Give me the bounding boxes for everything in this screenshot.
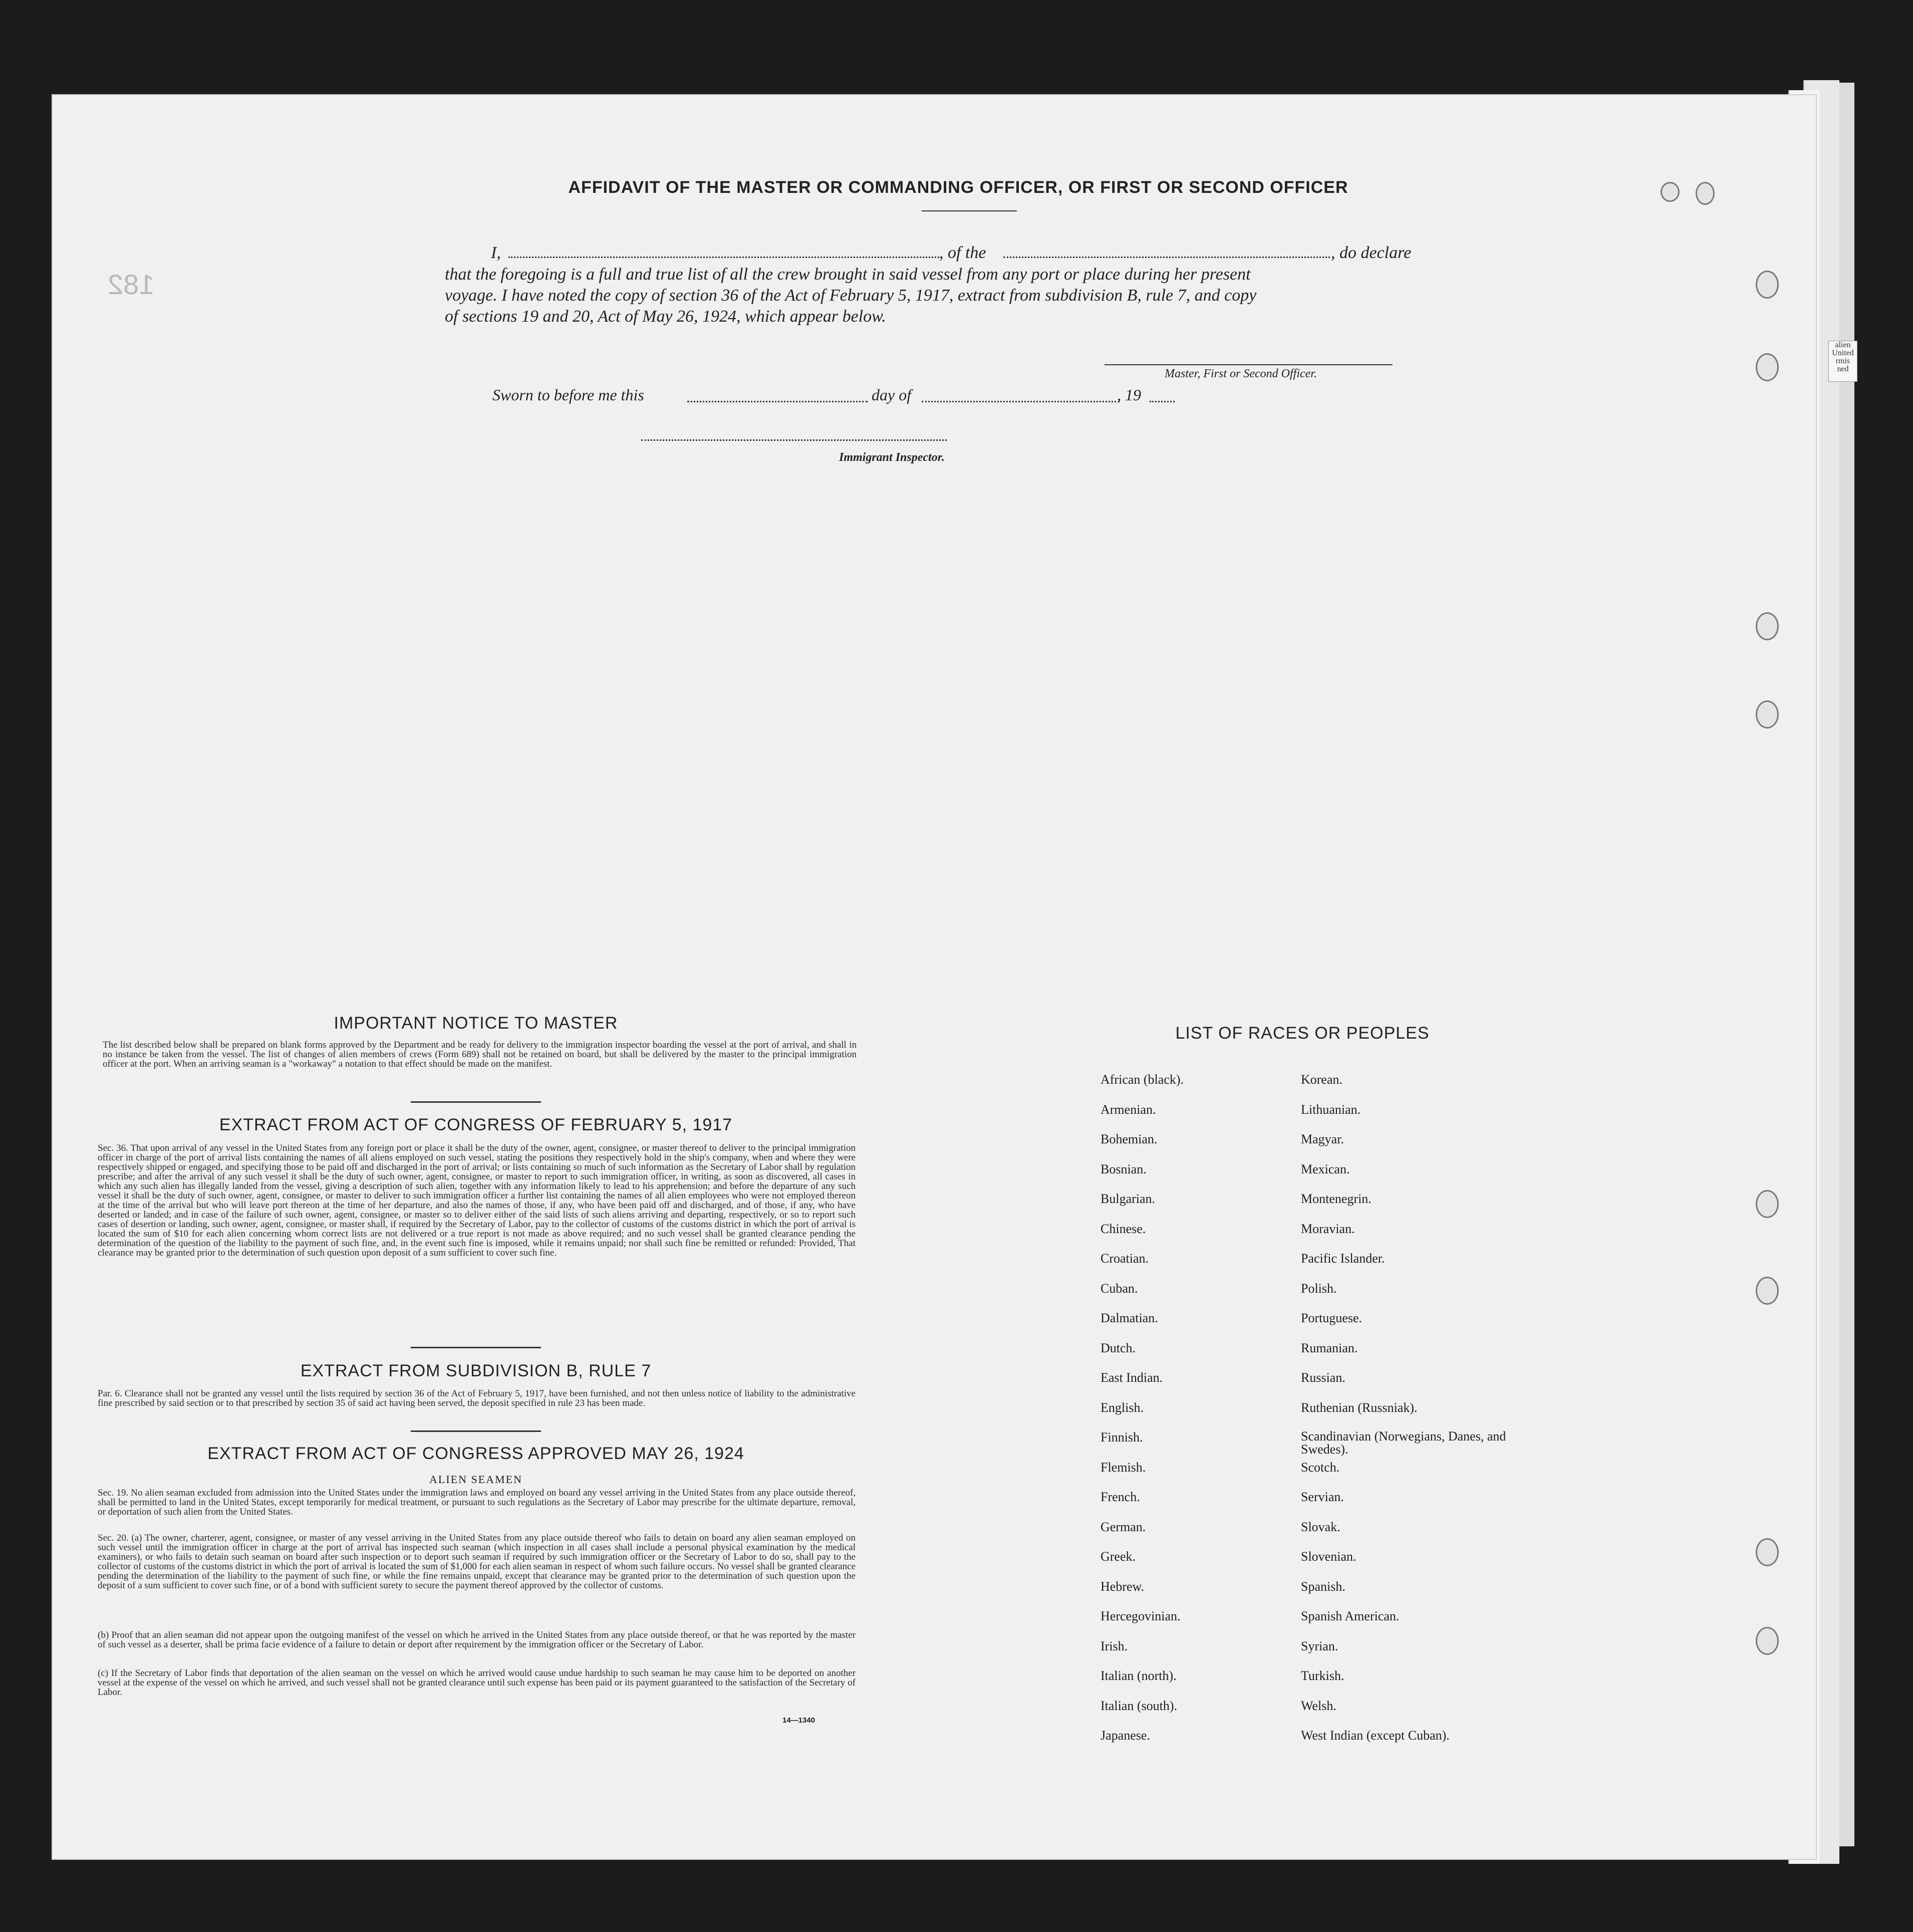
extract-rule7-title: EXTRACT FROM SUBDIVISION B, RULE 7 (300, 1361, 652, 1380)
notice-title: IMPORTANT NOTICE TO MASTER (334, 1014, 618, 1033)
race-item: Bosnian. (1101, 1161, 1147, 1176)
binder-hole-icon (1756, 1627, 1779, 1655)
vessel-name-line (1003, 257, 1330, 258)
race-item: Montenegrin. (1301, 1191, 1372, 1206)
race-item: Slovenian. (1301, 1549, 1356, 1564)
sec20c-text: (c) If the Secretary of Labor finds that deportation of the alien seaman on the vessel on which he arrived would cause undue hardship to such seaman he may cause him to be deported on another vessel at the expense of the vessel on which he arrived, and such vessel shall not be granted clearance until such expense has been paid or its payment guaranteed to the satisfaction of the Secretary of Labor. (98, 1668, 856, 1698)
divider (411, 1430, 541, 1432)
race-item: Pacific Islander. (1301, 1251, 1385, 1266)
race-item: Greek. (1101, 1549, 1136, 1564)
side-tab-text: ned (1837, 365, 1849, 373)
extract-rule7-text: Par. 6. Clearance shall not be granted any vessel until the lists required by section 36 of the Act of February 5, 1917, have been furnished, and not then unless notice of liability to the administrative fine prescribed by said section or to that prescribed by section 35 of said act having been served, the deposit specified in rule 23 has been made. (98, 1388, 856, 1408)
form-number: 14—1340 (782, 1716, 815, 1725)
race-item: Hebrew. (1101, 1579, 1145, 1594)
race-item: Spanish American. (1301, 1609, 1400, 1623)
divider (411, 1347, 541, 1348)
binder-hole-icon (1756, 1190, 1779, 1218)
race-item: Italian (south). (1101, 1698, 1178, 1713)
binder-hole-icon (1756, 1277, 1779, 1305)
extract-1924-title: EXTRACT FROM ACT OF CONGRESS APPROVED MAY 26, 1924 (207, 1444, 744, 1463)
extract-1917-title: EXTRACT FROM ACT OF CONGRESS OF FEBRUARY 5, 1917 (219, 1115, 733, 1134)
races-right-column (1301, 1072, 1511, 1758)
race-item: Scandinavian (Norwegians, Danes, and Swedes). (1301, 1429, 1506, 1457)
race-item: Dalmatian. (1101, 1311, 1158, 1325)
race-item: Japanese. (1101, 1728, 1150, 1743)
title-rule (922, 210, 1017, 211)
master-signature-line (1105, 364, 1393, 365)
race-item: Irish. (1101, 1638, 1128, 1653)
sec19-text: Sec. 19. No alien seaman excluded from admission into the United States under the immigration laws and employed on board any vessel arriving in the United States from any place outside thereof, shall be permitted to land in the United States, except temporarily for medical treatment, or pursuant to such regulations as the Secretary of Labor may prescribe for the ultimate departure, removal, or deportation of such alien from the United States. (98, 1488, 856, 1517)
master-name-line (508, 257, 939, 258)
sec20b-text: (b) Proof that an alien seaman did not appear upon the outgoing manifest of the vessel on which he arrived in the United States from any place outside thereof, or that he was reported by the master of such vessel as a deserter, shall be prima facie evidence of a failure to detain or deport after requirement by the immigration officer or the Secretary of Labor. (98, 1630, 856, 1650)
side-tab-text: alien (1835, 341, 1851, 349)
sworn-prefix: Sworn to before me this (492, 386, 644, 404)
inspector-signature-line (641, 439, 947, 441)
binder-hole-icon (1756, 353, 1779, 381)
affidavit-title: AFFIDAVIT OF THE MASTER OR COMMANDING OFFICER, OR FIRST OR SECOND OFFICER (568, 178, 1348, 197)
document-sheet (53, 95, 1816, 1859)
race-item: English. (1101, 1400, 1144, 1415)
race-item: Rumanian. (1301, 1340, 1358, 1355)
race-item: West Indian (except Cuban). (1301, 1728, 1450, 1743)
race-item: Servian. (1301, 1490, 1344, 1504)
sworn-month-line (922, 401, 1120, 402)
race-item: Turkish. (1301, 1668, 1344, 1683)
races-left-column (1101, 1072, 1291, 1758)
race-item: Polish. (1301, 1281, 1337, 1296)
affidavit-body: voyage. I have noted the copy of section 36 of the Act of February 5, 1917, extract from subdivision B, rule 7, and copy (445, 286, 1257, 305)
extract-1924-subtitle: ALIEN SEAMEN (429, 1473, 522, 1486)
binder-hole-icon (1756, 1538, 1779, 1566)
race-item: Ruthenian (Russniak). (1301, 1400, 1418, 1415)
binder-hole-icon (1756, 271, 1779, 299)
binder-hole-icon (1661, 182, 1680, 202)
race-item: Russian. (1301, 1370, 1345, 1385)
binder-hole-icon (1696, 182, 1715, 205)
race-item: Finnish. (1101, 1430, 1143, 1444)
race-item: Armenian. (1101, 1102, 1156, 1117)
race-item: Syrian. (1301, 1638, 1338, 1653)
race-item: East Indian. (1101, 1370, 1163, 1385)
sworn-day-line (687, 401, 868, 402)
race-item: German. (1101, 1519, 1146, 1534)
race-item: Lithuanian. (1301, 1102, 1361, 1117)
sworn-year: , 19 (1117, 386, 1141, 404)
sworn-day-of: day of (872, 386, 912, 404)
affidavit-line1-i: I, (491, 244, 501, 262)
race-item: Hercegovinian. (1101, 1609, 1181, 1623)
race-item: Magyar. (1301, 1132, 1344, 1146)
race-item: Spanish. (1301, 1579, 1345, 1594)
race-item: Flemish. (1101, 1460, 1146, 1475)
affidavit-body: of sections 19 and 20, Act of May 26, 1924, which appear below. (445, 307, 886, 326)
master-signature-label: Master, First or Second Officer. (1165, 367, 1317, 380)
race-item: Cuban. (1101, 1281, 1138, 1296)
affidavit-line1-declare: , do declare (1331, 244, 1412, 262)
divider (411, 1101, 541, 1103)
race-item: Moravian. (1301, 1221, 1355, 1236)
side-tab-text: rmis (1835, 357, 1850, 365)
race-item: French. (1101, 1490, 1140, 1504)
side-tab (1828, 341, 1857, 382)
race-item: Korean. (1301, 1072, 1343, 1087)
race-item: Croatian. (1101, 1251, 1149, 1266)
race-item: Mexican. (1301, 1161, 1350, 1176)
race-item: Slovak. (1301, 1519, 1340, 1534)
race-item: Bohemian. (1101, 1132, 1158, 1146)
sec20-text: Sec. 20. (a) The owner, charterer, agent, consignee, or master of any vessel arriving in the United States from any place outside thereof who fails to detain on board any alien seaman employed on such vessel until the immigration officer in charge at the port of arrival has inspected such seaman (which inspection in all cases shall include a personal physical examination by the medical examiners), or who fails to detain such seaman on board after such inspection or to deport such seaman if required by such immigration officer or the Secretary of Labor to do so, shall pay to the collector of customs of the customs district in which the port of arrival is located the sum of $1,000 for each alien seaman in respect of whom such failure occurs. No vessel shall be granted clearance pending the determination of the liability to the payment of such fine, or while the fine remains unpaid, except that clearance may be granted prior to the determination of such question upon the deposit of a sum sufficient to cover such fine, or of a bond with sufficient surety to secure the payment thereof approved by the collector of customs. (98, 1533, 856, 1591)
affidavit-body: that the foregoing is a full and true list of all the crew brought in said vessel from any port or place during her present (445, 265, 1251, 284)
margin-mark: 182 (108, 269, 155, 300)
inspector-label: Immigrant Inspector. (839, 451, 945, 464)
affidavit-line1-of: , of the (939, 244, 986, 262)
race-item: African (black). (1101, 1072, 1184, 1087)
extract-1917-text: Sec. 36. That upon arrival of any vessel in the United States from any foreign port or place it shall be the duty of the owner, agent, consignee, or master thereof to deliver to the principal immigration officer in charge of the port of arrival lists containing the names of all aliens employed on such vessel, stating the positions they respectively hold in the ship's company, when and where they were respectively shipped or engaged, and specifying those to be paid off and discharged in the port of arrival; or lists containing so much of such information as the Secretary of Labor shall by regulation prescribe; and after the arrival of any such vessel it shall be the duty of such owner, agent, consignee, or master to report to such immigration officer, in writing, as soon as discovered, all cases in which any such alien has illegally landed from the vessel, giving a description of such alien, together with any information likely to lead to his apprehension; and before the departure of any such vessel it shall be the duty of such owner, agent, consignee, or master to deliver to such immigration officer a further list containing the names of all alien employees who were not employed thereon at the time of the arrival but who will leave port thereon at the time of her departure, and also the names of those, if any, who have been paid off and discharged, and of those, if any, who have deserted or landed; and in case of the failure of such owner, agent, consignee, or master so to deliver either of the said lists of such aliens arriving and departing, respectively, or so to report such cases of desertion or landing, such owner, agent, consignee, or master shall, if required by the Secretary of Labor, pay to the collector of customs of the customs district in which the port of arrival is located the sum of $10 for each alien concerning whom correct lists are not delivered or a true report is not made as above required; and no such vessel shall be granted clearance pending the determination of the question of the liability to the payment of such fine, and, in the event such fine is imposed, while it remains unpaid; nor shall such fine be remitted or refunded: Provided, That clearance may be granted prior to the determination of such question upon deposit of a sum sufficient to cover such fine. (98, 1143, 856, 1258)
sworn-year-line (1150, 401, 1175, 402)
side-tab-text: United (1832, 349, 1854, 357)
race-item: Dutch. (1101, 1340, 1136, 1355)
race-item: Welsh. (1301, 1698, 1336, 1713)
notice-text: The list described below shall be prepared on blank forms approved by the Department and be ready for delivery to the immigration inspector boarding the vessel at the port of arrival, and shall in no instance be taken from the vessel. The list of changes of alien members of crews (Form 689) shall not be retained on board, but shall be delivered by the master to the principal immigration officer at the port. When an arriving seaman is a "workaway" a notation to that effect should be made on the manifest. (103, 1040, 857, 1069)
race-item: Chinese. (1101, 1221, 1146, 1236)
race-item: Bulgarian. (1101, 1191, 1156, 1206)
binder-hole-icon (1756, 612, 1779, 640)
race-item: Portuguese. (1301, 1311, 1362, 1325)
binder-hole-icon (1756, 700, 1779, 729)
race-item: Scotch. (1301, 1460, 1340, 1475)
races-title: LIST OF RACES OR PEOPLES (1175, 1024, 1430, 1043)
race-item: Italian (north). (1101, 1668, 1177, 1683)
